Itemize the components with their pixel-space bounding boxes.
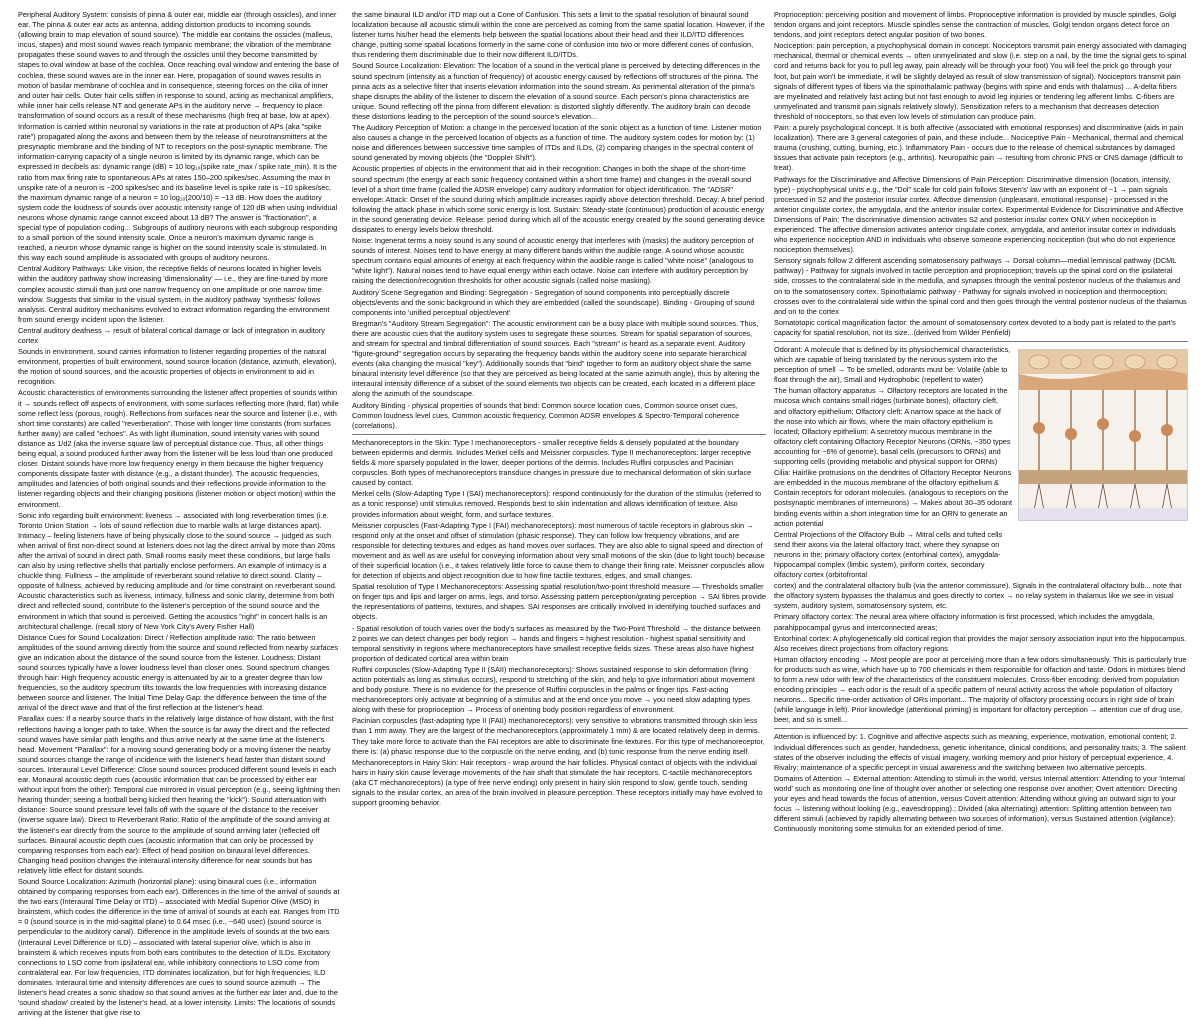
paragraph: the same binaural ILD and/or ITD map out a Cone of Confusion. This sets a limit to the spatial resolution of binaural sound localization because all acoustic stimuli within the cone are perceived as coming from the same spatial location. However, if the listener turns his/her head the elements help between the spatial locations about their head and their ILD/ITD differences change, putting some spatial locations formerly in the same cone of confusion into two or more different cones of confusion, thus rendering them discriminable due to their now different ILD/ITDs. <box>352 10 765 60</box>
paragraph: Information is carried within neuronal sy variations in the rate at production of APs (aka "spike rate") propagated along the axons and between them by the release of neurotransmitters at the presynaptic membrane and the binding of NT to receptors on the post-synaptic membrane. The information-carrying capacity of a single neuron is limited by its dynamic range, which can be expressed in decibels as: dynamic range (dB) = 10 log₁₀(spike rate_max / spike rate_min). It is the ratio from max firing rate to spontaneous APs at rates 150–200 spikes/sec. Assuming the max in unspike rate of a neuron is ~200 spikes/sec and its baseline level is spike rate is ~10 spikes/sec, the maximum dynamic range of a neuron = 10 log₁₀(200/10) = ~13 dB. How does the auditory system code the loudness of sounds over acoustic intensity range of 120 dB when using individual neurons whose dynamic range cannot exceed about 13 dB? The answer is "fractionation", a special type of population coding... Subgroups of auditory neurons with each subgroup responding to a small portion of the sound intensity scale. Once a neuron's maximum dynamic range is reached, a neuron whose dynamic range is higher on the sound intensity scale is stimulated. In this way each sound amplitude is associated with groups of auditory neurons. <box>18 122 338 263</box>
paragraph: Pain: a purely psychological concept. It is both affective (associated with emotional responses) and discriminative (aids in pain localization). There are 3 general categories of pain, and these include... Nociceptive Pain - Mechanical, thermal and chemical trauma (crushing, cutting, burning, etc.). Inflammatory Pain - occurs due to the release of chemical substances by damaged tissues that activate pain receptors (e.g., arthritis). Neuropathic pain → resulting from chronic PNS or CNS damage (difficult to treat). <box>774 123 1184 173</box>
paragraph: Peripheral Auditory System: consists of pinna & outer ear, middle ear (through ossicles), and inner ear. The pinna & outer ear acts as antenna, adding distortion products to incoming sounds (allowing brain to map elevation of sound source). The middle ear contains the ossicles (malleus, incus, stapes) and most sound waves reach tympanic membrane; the vibration of the membrane propagates these sound waves to and through the ossicles until they become transmitted by stapes to oval window at base of the cochlea. Once reaching oval window and entering the base of cochlea, these sound waves are in the inner ear. Here, propagation of sound waves results in motion of basilar membrane of cochlea and in consequence, steering forces on the cilia of inner and outer hair cells. Outer hair cells stiffen in response to sound, acting as mechanical amplifiers, while inner hair cells release NT and generate APs in the auditory nerve → frequency to place transformation of sound occurs as a result of these mechanisms (high freq at base, low at apex). <box>18 10 339 120</box>
column-left <box>18 10 340 1019</box>
paragraph: Mechanoreceptors in the Skin: Type I mechanoreceptors - smaller receptive fields & densely populated at the boundary between epidermis and dermis. Includes Merkel cells and Meissner corpuscles. Type II mechanoreceptors: larger receptive fields & more sparsely populated in the lower, deeper portions of the dermis. Includes Ruffini corpuscles and Pacinian corpuscles. Both types of mechanoreceptors transduce changes in pressure due to mechanical deformation of skin surface caused by contact. <box>352 437 752 488</box>
olfaction-text <box>774 345 1012 581</box>
paragraph: Domains of Attention → External attention: Attending to stimuli in the world, versus Internal attention: Attending to your 'internal world' such as monitoring one line of thought over another or selecting one response over another; Overt attention: Directing your eyes and head towards the focus of attention, versus Covert attention: Attending without giving an outward sign to your focus → listening without looking (e.g., eavesdropping).; Divided (aka alternating) attention: Splitting attention between two different stimuli (achieved by rapidly alternating between two sources of information), versus Sustained attention (vigilance): Continuously monitoring some stimulus for an extended period of time. <box>774 773 1185 834</box>
paragraph: Distance Cues for Sound Localization: Direct / Reflection amplitude ratio: The ratio between amplitudes of the sound arriving directly from the source and sound reflected from nearby surfaces give an indication about the distance of the sound source from the listener. Loudness: Distant sound sources typically have a lower loudness level than closer ones. Sound spectrum changes through hair: High frequency acoustic energy is attenuated by air to a greater degree than low frequencies, so the auditory spectrum tilts towards the low frequencies with increasing distance between source and listener. The Initial Time Delay Gap: the difference between the time of the arrival of the direct wave and that of the first reflection at the listener's head. <box>18 632 339 713</box>
paragraph: Auditory Scene Segregation and Binding: Segregation - Segregation of sound components into perceptually discrete objects/events and the sonic background in which they are embedded (called the soundscape). Binding - Grouping of sound components into 'unified perceptual object/event' <box>352 287 755 317</box>
paragraph: Human olfactory encoding → Most people are poor at perceiving more than a few odors simultaneously. This is particularly true for products such as wine, which have up to 700 chemicals in them responsible for olfaction and taste. Odors in mixtures blend to form a new odor with few of the characteristics of the constituent molecules. Cross-fiber encoding: derived from population encoding principles → each odor is the result of a specific pattern of neural activity across the whole population of olfactory neurons... Specific time-order activation of ORs important... The majority of olfactory processing occurs in right side of brain (while language in left). Prior knowledge (attentional priming) is important for olfactory perception → attention cue of drug use, beer, and so is smell... <box>774 654 1187 725</box>
paragraph: Noise: Ingenerat terms a noisy sound is any sound of acoustic energy that interferes with (masks) the auditory perception of sounds of interest. Noises tend to have energy at many different bands within the audible range. A sound whose acoustic spectrum contains equal amounts of energy at each frequency within the audible range is called "white noise" (analogous to "white light"). Natural noises tend to have equal energy within each octave. Noise can interfere with auditory perception by raising the detection/recognition thresholds for other acoustic signals (called noise masking). <box>352 236 754 286</box>
section-divider <box>774 728 1188 729</box>
paragraph: Ruffini corpuscles (Slow-Adapting Type II (SAII) mechanoreceptors): Shows sustained response to skin deformation (firing action potentials as long as stimulus occurs), respond to stretching of the skin, and help to give information about movement and body posture. There is no evidence for the presence of Ruffini corpuscles in the palms or finger tips. Fast-acting mechanoreceptors only activate at beginning of a stimulus and at the end once you move → you need slow adapting types along with these for proprioception → Process of orienting body position regardless of environment. <box>352 664 755 715</box>
paragraph: Proprioception: perceiving position and movement of limbs. Proprioceptive information is provided by muscle spindles, Golgi tendon organs and joint receptors. Muscle spindles sense the contraction of muscles, Golgi tendon organs detect force on tendons, and joint receptors detect angular position of two bones. <box>774 10 1177 40</box>
paragraph: Bregman's "Auditory Stream Segregation": The acoustic environment can be a busy place with multiple sound sources. Thus, there are acoustic cues that the auditory system uses to segregate these sources. Stream for spatial separation of sources, and stream for spectral and timbral differentiation of sound sources. Each "stream" is heard as a separate event. Auditory "figure-ground" segregation occurs by separating the frequency bands within the auditory scene into separate hierarchical events (aka changing the musical "key"). Additionally sounds that "bind" together to form an auditory object share the same binaural intensity level difference (so that they are perceived as being located at the same azimuth angle), thus by altering the interaural intensity difference of a subset of the sound elements two objects can be created, each located in a different place along the azimuth of the soundscape. <box>352 318 760 399</box>
section-divider <box>774 341 1188 342</box>
olfactory-epithelium-illustration <box>1018 349 1188 521</box>
paragraph: Somatotopic cortical magnification factor: the amount of somatosensory cortex devoted to a body part is related to the part's capacity for spatial resolution, not its size...(derived from Wilder Penfield) <box>774 317 1176 337</box>
paragraph: Pathways for the Discriminative and Affective Dimensions of Pain Perception: Discriminative dimension (location, intensity, type) - psychophysical units e.g., the "Dol" scale for cold pain follows Steven's' law with an exponent of ~1 → pain signals processed in S2 and the posterior insular cortex. Affective dimension (unpleasant, emotional response) - processed in the anterior cingulate cortex, the amygdala, and the anterior insular cortex. Experimental Evidence for Discriminative and Affective Dimensions of Pain: The discriminative dimension activates S2 and posterior insular cortex ONLY when nociception is experienced. The affective dimension activates anterior cingulate cortex, amygdala, and anterior insular cortex in individuals who experience nociception AND in individuals who observe someone experiencing nociception (but who do not experience nociception themselves). <box>774 174 1184 255</box>
column-right <box>774 10 1188 835</box>
paragraph: Spatial resolution of Type I Mechanoreceptors: Assessing spatial resolution/two-point threshold measure — Thresholds smaller on finger tips and lips and larger on arms, legs, and torso. Assessing pattern perception/grating perception → SAI fibres provide the representations of patterns, textures, and shapes. SAI responses are critically involved in identifying touched surfaces and objects. <box>352 582 766 622</box>
paragraph: Primary olfactory cortex: The neural area where olfactory information is first processed, which includes the amygdala, parahippocampal gyrus and interconnected areas; <box>774 612 1155 632</box>
paragraph: Sonic info regarding built environment: liveness → associated with long reverberation times (i.e. Toronto Union Station → lots of sound reflection due to marble walls at large distances apart). Intimacy – feeling listeners have of being physically close to the sound source → judged as such when arrival of first non-direct sound at listeners does not lag the direct arrival by more than 20ms after the arrival of sound in direct path. Small rooms easily meet these conditions, but large halls can also by using reflective shells that partially enclose performers. An example of intimacy is a chuckle thing. Fullness – the amplitude of reverberant sound relative to direct sound. Clarity – opposite of fullness, achieved by reducing amplitude and /or time constraint on reverberant sound. Acoustic characteristics such as liveness, intimacy, fullness and sonic clarity, determine from both direct and reflected sound, contribute to the listener's perception of the sound source and the environment in which that sound is perceived. Getting the acoustics "right" in concert halls is an architectural challenge. (recall story of New York City's Avery Fisher Hall) <box>18 510 337 631</box>
paragraph: Sounds in environment, sound carries information to listener regarding properties of the natural environment, properties of built environment, sound source location (distance, azimuth, elevation), the motion of sound sources, and the acoustic properties of objects in environment to aid in recognition. <box>18 347 337 387</box>
olfaction-section <box>774 345 1188 581</box>
paragraph: Acoustic properties of objects in the environment that aid in their recognition: Changes in both the shape of the short-time sound spectrum (the energy at each sonic frequency contained within a short time frame) and changes in the overall sound level of a short time frame (called the ADSR envelope) carry auditory information for object identification. The "ADSR" envelope: Attack: Onset of the sound during which amplitude increases rapidly above detection threshold. Decay: A brief period following the attack phase in which some sonic energy is lost. Sustain: Steady-state (continuous) production of acoustic energy in the sound generating device. Release: period during which all of the acoustic energy created by the sound generating device dissipates to energy levels below threshold. <box>352 164 765 234</box>
column-middle <box>352 10 766 809</box>
paragraph: Sound Source Localization: Elevation: The location of a sound in the vertical plane is perceived by detecting differences in the sound spectrum (intensity as a function of frequency) of acoustic energy caused by reflections off structures of the pinna. The pinna acts as a selective filter that inserts elevation information into the sound stream. As perimental alteration of the pinna's shape disrupts the ability of the listener to discern the elevation of a sound source. Each person's pinna characteristics are unique. Sound reflecting off the pinna from different elevation: is distorted slightly differently. The auditory brain can decode these distortions leading to the perception of the sound source's elevation... <box>352 61 760 121</box>
paragraph: Acoustic characteristics of environments surrounding the listener affect properties of sounds within it → sounds reflect off aspects of environment, with some surfaces reflecting more (hard, flat) while some reflect less (porous, rough). Reflections from surfaces near the source and listener (i.e., with short time constants) are called "reverberation". Those with longer time constants (from surfaces further away) are called "echoes". As with light illumination, sound intensity varies with sound distance as 1/d2 (aka the inverse square law of perceptual distance cue. Thus, all other things being equal, a sound produced further away from the listener will be less loud than one produced closer. Distant sounds have more low frequency energy in them because the higher frequency components dissipate faster with distance (e.g., a distant thunder). The acoustic frequencies, amplitudes and latencies of both original sounds and their reflections provide information to the listener regarding objects and their changing positions (listener motion or object motion) within the environment. <box>18 388 339 509</box>
paragraph: Cilia: Hairlike protrusions on the dendrites of Olfactory Receptor Neurons are embedded in the mucous membrane of the olfactory epithelium & Contain receptors for odorant molecules. (analogous to receptors on the postsynaptic membranes of interneurons) → Makes about 30–35 odorant binding events within a short integration time for an ORN to generate an action potential <box>774 468 1012 528</box>
paragraph: Nociception: pain perception, a psychophysical domain in concept. Nociceptors transmit pain energy associated with damaging mechanical, thermal or chemical events → often unmyelinated and slow (i.e. step on a nail, by the time the signal gets to spinal cord and returns back for you to pull leg away, pain already will be through your foot) You will feel the prick go through your foot, but pain won't be immediate, it will be slightly delayed as result of slow transmission of signal). Nociceptors transmit pain signals of different types of fibers via the spinothalamic pathway (begins with spine and ends with thalamus) ... A-delta fibers are myelinated and relatively fast acting but not fast enough to avoid leg injuries or tendering leg afferent limbs. C-fibers are unmyelinated and transmit pain signals relatively slowly). Sensitization refers to a mechanism that decreases detection threshold of nociceptors, so that even low levels of stimulation can produce pain. <box>774 41 1187 121</box>
paragraph: Attention is influenced by: 1. Cognitive and affective aspects such as meaning, experience, motivation, emotional content; 2. Individual differences such as gender, handedness, genetic inheritance, clinical conditions, and personality traits; 3. The salient states of the observer including the effects of visual imagery, working memory and prior history of perceptual experience, 4. Rivalry: maintenance of a specific percept in visual awareness and the switching between two alternative percepts. <box>774 732 1186 772</box>
paragraph: Pacinian corpuscles (fast-adapting type II (FAII) mechanoreceptors): very sensitive to vibrations transmitted through skin less than 1 mm away. They are the largest of the mechanoreceptors (approximately 1 mm) & are located relatively deep in dermis. They take more force to activate than the FAI receptors are able to discriminate fine textures. For this type of mechanoreceptor, there is: (a) phasic response due to the corpuscle on the nerve ending, and (b) tonic response from the nerve ending itself. <box>352 716 765 756</box>
paragraph: Auditory Binding - physical properties of sounds that bind: Common source location cues, Common source onset cues, Common loudness level cues, Common acoustic frequency, Common ADSR envelopes & Spectro-Temporal coherence (correlations). <box>352 400 740 430</box>
paragraph: Mechanoreceptors in Hairy Skin: Hair receptors - wrap around the hair follicles. Physical contact of objects with the individual hairs in hairy skin cause leverage movements of the hair shaft that stimulate the hair receptors. C-tactile mechanoreceptors (aka CT mechanoreceptors) (a type of free nerve ending) only present in hairy skin respond to slow, gentle touch, sending signals to the insular cortex, an area of the brain involved in pleasure perception. These receptors initially may have evolved to support grooming behavior. <box>352 757 763 808</box>
section-divider <box>352 434 766 435</box>
paragraph: Meissner corpuscles (Fast-Adapting Type I (FAI) mechanoreceptors): most numerous of tactile receptors in glabrous skin → respond only at the onset and offset of stimulation (phasic response). They can follow low frequency vibrations, and are responsible for detecting textures and edges as hand moves over surfaces. They are also able to signal speed and direction of movement and as well as are useful for conveying information about very small motions of the skin (due to light touch) because of their superficial location (i.e., it takes relatively little force to cause them to change their firing rate. Meissner corpuscles allow for detection of objects and object recognition due to how fine tactile textures, edges, and small changes. <box>352 520 765 581</box>
paragraph: Central Auditory Pathways: Like vision, the receptive fields of neurons located in higher levels within the auditory pathway show increasing 'dimensionality' — i.e., they are fine-tuned by more complex acoustic stimuli than just one narrow frequency on one amplitude or one narrow time window. Suggests that similar to the visual system, in the auditory pathway 'synthesis' follows analysis. Central auditory mechanisms evolved to extract information regarding the environment from sound energy incident upon the listener. <box>18 264 330 324</box>
paragraph: Entorhinal cortex: A phylogenetically old cortical region that provides the major sensory association input into the hippocampus. Also receives direct projections from olfactory regions <box>774 633 1187 653</box>
paragraph: The Auditory Perception of Motion: a change in the perceived location of the sonic object as a function of time. Listener motion also causes a change in the perceived location of objects as a function of time. The auditory system codes for motion by: (1) noise and differences between successive time samples of ITDs and ILDs, (2) comparing changes in the spectral content of sound generated by moving objects (the "Doppler Shift"). <box>352 123 762 163</box>
paragraph: Parallax cues: If a nearby source that's in the relatively large distance of how distant, with the first reflections having a longer path to take. When the source is far away the direct and the reflected sound waves have similar path lengths and thus arrive nearly at the same time at the listener's head. Movement "Parallax": for a moving sound generating body or a moving listener the nearby sound sources change the range of incidence with the listener's head faster than distant sound sources. Interaural Level Difference: Close sound sources produced different sound levels in each ear. Monaural acoustic depth cues (acoustic information that can be processed by either ear without input from the other): Temporal cue mirrored in visual perception (e.g., seeing lightning then hearing thunder; seeing a football being kicked then hearing the "kick"). Sound attenuation with distance: Source sound pressure level falls off with the square of the distance to the receiver (inverse square law). Direct to Reverberant Ratio: Ratio of the amplitude of the sound arriving at the listener's ear directly from the source to the amplitude of sound arriving later (reflected off surfaces. Binaural acoustic depth cues (acoustic information that can only be processed by comparing responses from each ear): Effect of head position on binaural level differences. Changing head position changes the interaural intensity difference for near sounds but has relatively little effect for distant sounds. <box>18 714 340 875</box>
paragraph: Central auditory deafness → result of bilateral cortical damage or lack of integration in auditory cortex <box>18 325 325 345</box>
paragraph: Central Projections of the Olfactory Bulb → Mitral cells and tufted cells send their axons via the lateral olfactory tract, where they synapse on neurons in the: primary olfactory cortex (entorhinal cortex), amygdala-hippocampal complex (limbic system), piriform cortex, secondary olfactory cortex (orbitofrontal <box>774 529 1003 580</box>
paragraph: Sensory signals follow 2 different ascending somatosensory pathways → Dorsal column—medial lemniscal pathway (DCML pathway) - Pathway for signals involved in tactile perception and proprioception; travels up the spinal cord on the ipsilateral side, crosses to the contralateral side in the medulla, and synapses through the ventral posterior nucleus of the thalamus and on to the somatosensory cortex. Spinothalamic pathway - Pathway for signals involved in nociception and thermoception; crosses over to the contralateral side within the spinal cord and then goes through the ventral posterior nucleus of the thalamus and on to the cortex <box>774 256 1187 316</box>
paragraph: Sound Source Localization: Azimuth (horizontal plane): using binaural cues (i.e., information obtained by comparing responses from each ear). Differences in the time of the arrival of sounds at the two ears (Interaural Time Delay or ITD) – associated with Medial Superior Olive (MSO) in brainstem, which codes the difference in the time of arrival of sounds at each ear. Ranges from ITD = 0 (sound source is in the mid-sagittal plane) to 0.64 msec (i.e., ~640 usec) (sound source is perpendicular to the auditory canal). Difference in the amplitude levels of sounds at the two ears (Interaural Level Difference or ILD) – associated with lateral superior olive, which is also in brainstem & which receives inputs from both ears contributes to the detection of ILDs. Excitatory connections to LSO come from ipsilateral ear, while inhibitory connections to LSO come from contralateral ear. For low frequencies, ITD dominates localization, but for high frequencies, ILD dominates. Interaural time and intensity differences are cues to sound source azimuth → The listener's head creates a sonic shadow so that sound arrives at the further ear later and, due to the 'sound shadow' created by the listener's head, at a lower intensity. Limits: The locations of sounds arriving at the listener that give rise to <box>18 876 340 1018</box>
paragraph: The human olfactory apparatus → Olfactory receptors are located in the mucosa which contains small ridges (turbinate bones), olfactory cleft, and olfactory epithelium; Olfactory cleft: A narrow space at the back of the nose into which air flows, where the main olfactory epithelium is located; Olfactory epithelium: A secretory mucous membrane in the olfactory cleft containing Olfactory Receptor Neurons (ORNs, ~350 types accounting for ~6% of genome), basal cells (precursors to ORNs) and supporting cells (providing metabolic and physical support for ORNs) <box>774 386 1011 467</box>
paragraph: Odorant: A molecule that is defined by its physiochemical characteristics, which are capable of being translated by the nervous system into the perception of smell → To be smelled, odorants must be: Volatile (able to float through the air), Small and Hydrophobic (repellent to water) <box>774 345 1011 385</box>
paragraph: Merkel cells (Slow-Adapting Type I (SAI) mechanoreceptors): respond continuously for the duration of the stimulus (referred to as a tonic response) until stimulus removed. Responds best to skin indentation and allows identification of texture. Also provides information about weight, form, and surface textures. <box>352 489 762 519</box>
paragraph: cortex) and the contralateral olfactory bulb (via the anterior commissure). Signals in the contralateral olfactory bulb... note that the olfactory system bypasses the thalamus and goes directly to cortex → no relay system in thalamus like we see in visual system, auditory system, somatosensory system, etc. <box>774 581 1182 611</box>
paragraph: - Spatial resolution of touch varies over the body's surfaces as measured by the Two-Point Threshold → the distance between 2 points we can detect changes per body region → hands and fingers = highest resolution - highest spatial sensitivity and temporal sensitivity in regions where mechanoreceptors have smallest receptive fields sizes. These areas also have highest proportion of dedicated cortical area within brain <box>352 623 761 663</box>
